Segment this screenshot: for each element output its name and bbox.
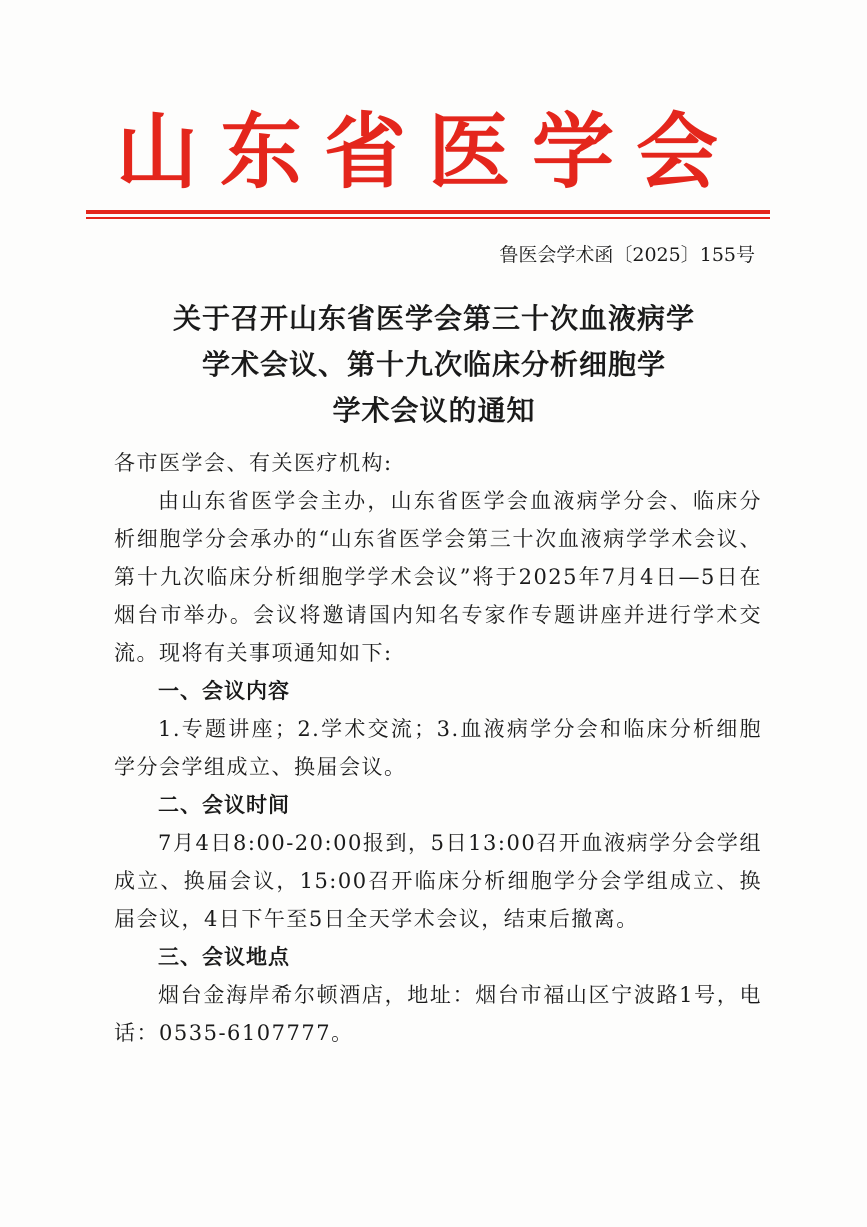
section-text-time: 7月4日8:00-20:00报到，5日13:00召开血液病学分会学组成立、换届会议，15:00召开临床分析细胞学分会学组成立、换届会议，4日下午至5日全天学术会议，结束后撤离。 (114, 831, 762, 931)
section-heading-time: 二、会议时间 (158, 793, 290, 817)
section-text-content: 1.专题讲座；2.学术交流；3.血液病学分会和临床分析细胞学分会学组成立、换届会议。 (114, 717, 762, 779)
masthead-rule-thin (86, 217, 770, 219)
section-text-location: 烟台金海岸希尔顿酒店，地址：烟台市福山区宁波路1号，电话：0535-6107777。 (114, 983, 762, 1045)
organization-masthead: 山东省医学会 (115, 104, 740, 200)
document-number: 鲁医会学术函〔2025〕155号 (499, 244, 755, 266)
section-heading-location: 三、会议地点 (158, 945, 290, 969)
masthead-rule-thick (86, 210, 770, 214)
document-title (86, 296, 782, 434)
title-line-3: 学术会议的通知 (332, 394, 536, 427)
section-heading-content: 一、会议内容 (158, 679, 290, 703)
title-line-2: 学术会议、第十九次临床分析细胞学 (201, 348, 666, 381)
document-body (114, 444, 762, 1052)
salutation: 各市医学会、有关医疗机构: (114, 451, 393, 475)
title-line-1: 关于召开山东省医学会第三十次血液病学 (172, 302, 695, 335)
intro-paragraph: 由山东省医学会主办，山东省医学会血液病学分会、临床分析细胞学分会承办的“山东省医学会第三十次血液病学学术会议、第十九次临床分析细胞学学术会议”将于2025年7月4日—5日在烟台市举办。会议将邀请国内知名专家作专题讲座并进行学术交流。现将有关事项通知如下: (114, 489, 762, 665)
